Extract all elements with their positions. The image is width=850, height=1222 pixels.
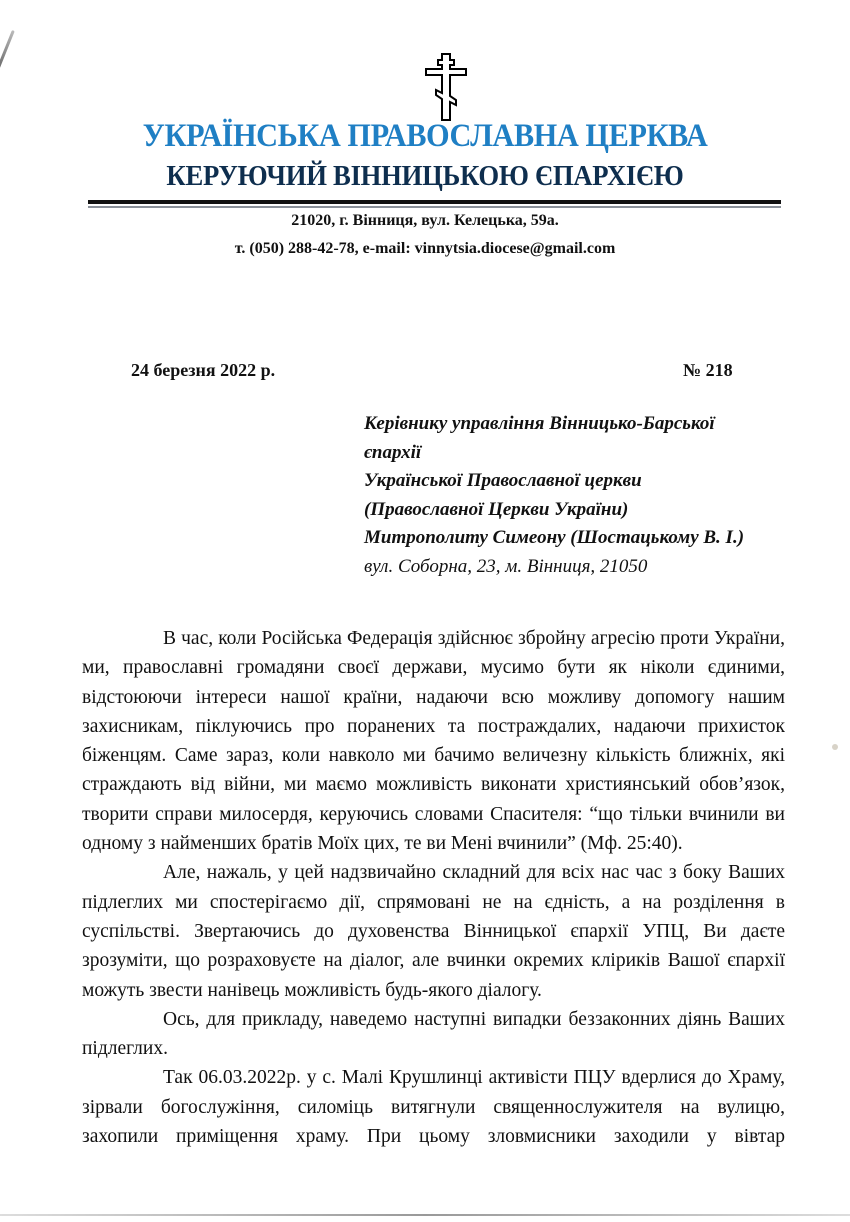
recipient-line: єпархії xyxy=(364,441,422,463)
letter-number: № 218 xyxy=(683,360,733,380)
orthodox-cross-icon xyxy=(420,52,472,122)
recipient-address: вул. Соборна, 23, м. Вінниця, 21050 xyxy=(364,555,648,577)
scan-page-edge xyxy=(0,1214,850,1216)
body-paragraph: В час, коли Російська Федерація здійснює збройну агресію проти України, ми, православні громадяни своєї держави, мусимо бути як ніколи єдиними, відстоюючи інтереси нашої країни, надаючи всю можливу допомогу нашим захисникам, піклуючись про поранених та постраждалих, надаючи прихисток біженцям. Саме зараз, коли навколо ми бачимо величезну кількість ближніх, які страждають від війни, ми маємо можливість виконати християнський обов’язок, творити справи милосердя, керуючись словами Спасителя: “що тільки вчинили ви одному з найменших братів Моїх цих, те ви Мені вчинили” (Мф. 25:40). xyxy=(82,628,785,855)
scan-speck xyxy=(832,744,838,750)
letterhead-address: 21020, г. Вінниця, вул. Келецька, 59а. xyxy=(291,212,559,229)
recipient-line: Керівнику управління Вінницько-Барської xyxy=(364,413,715,434)
header-rule-thick xyxy=(88,200,781,204)
recipient-line: Митрополиту Симеону (Шостацькому В. І.) xyxy=(364,527,745,548)
pen-stroke-mark xyxy=(0,30,15,79)
letter-date: 24 березня 2022 р. xyxy=(131,360,276,380)
church-title: УКРАЇНСЬКА ПРАВОСЛАВНА ЦЕРКВА xyxy=(142,118,708,154)
recipient-block xyxy=(364,410,804,581)
diocese-title: КЕРУЮЧИЙ ВІННИЦЬКОЮ ЄПАРХІЄЮ xyxy=(166,160,684,192)
body-paragraph: Так 06.03.2022р. у с. Малі Крушлинці активісти ПЦУ вдерлися до Храму, зірвали богослужіння, силоміць витягнули священнослужителя на вулицю, захопили приміщення храму. При цьому зловмисники заходили у вівтар xyxy=(82,1067,785,1148)
body-paragraph: Ось, для прикладу, наведемо наступні випадки беззаконних діянь Ваших підлеглих. xyxy=(82,1008,785,1060)
body-paragraph: Але, нажаль, у цей надзвичайно складний для всіх нас час з боку Ваших підлеглих ми спостерігаємо дії, спрямовані не на єдність, а на розділення в суспільстві. Звертаючись до духовенства Вінницької єпархії УПЦ, Ви даєте зрозуміти, що розраховуєте на діалог, але вчинки окремих кліриків Вашої єпархії можуть звести нанівець можливість будь-якого діалогу. xyxy=(82,862,785,1001)
recipient-line: Української Православної церкви xyxy=(364,470,642,491)
recipient-line: (Православної Церкви України) xyxy=(364,498,629,520)
letterhead-contacts: т. (050) 288-42-78, e-mail: vinnytsia.diocese@gmail.com xyxy=(234,240,616,257)
header-rule-thin xyxy=(88,206,781,208)
letter-body xyxy=(82,624,785,1151)
